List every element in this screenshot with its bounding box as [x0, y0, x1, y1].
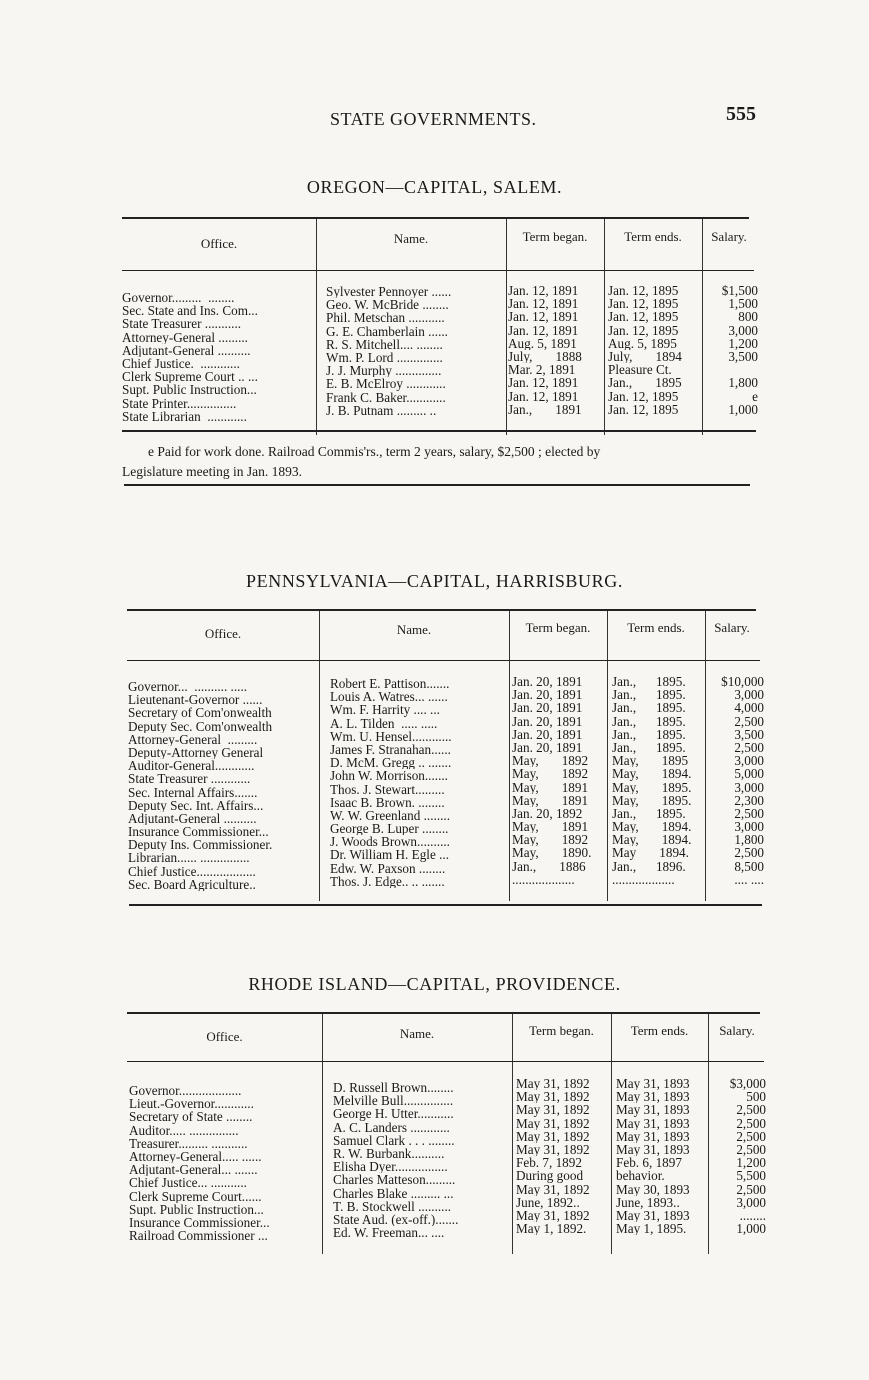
table-cell-salary: 800 [738, 310, 758, 324]
table-cell-ends: May 31, 1893 [616, 1077, 690, 1091]
table-cell-began: July, 1888 [508, 349, 582, 364]
table-cell-ends: May 31, 1893 [616, 1208, 690, 1223]
table-cell-ends: May, 1895. [612, 793, 692, 807]
office-column [128, 680, 318, 891]
table-cell-salary: 2,500 [736, 1103, 766, 1117]
table-cell-office: State Treasurer ............ [128, 772, 251, 786]
table-cell-office: State Librarian ............ [122, 409, 247, 423]
table-cell-began: Jan., 1891 [508, 402, 582, 416]
table-cell-began: ................... [512, 872, 575, 886]
col-term-began-header: Term began. [525, 620, 591, 635]
table-cell-salary: 2,500 [736, 1182, 766, 1196]
table-cell-office: Railroad Commissioner ... [129, 1229, 268, 1243]
table-cell-ends: May, 1894. [612, 833, 692, 847]
table-cell-salary: 2,500 [734, 740, 764, 755]
table-cell-salary: 1,800 [728, 376, 758, 390]
table-cell-office: Insurance Commissioner... [128, 825, 269, 839]
col-term-ends-header: Term ends. [624, 229, 682, 244]
table-cell-office: Lieutenant-Governor ...... [128, 693, 263, 707]
table-cell-began: Feb. 7, 1892 [516, 1156, 582, 1170]
table-cell-name: Robert E. Pattison....... [330, 677, 450, 691]
term-began-column [508, 284, 602, 416]
table-cell-began: Jan. 20, 1891 [512, 714, 583, 728]
name-column [330, 677, 510, 888]
footnote [122, 442, 762, 482]
table-cell-ends: May 1, 1895. [616, 1222, 687, 1236]
table-cell-ends: Jan. 12, 1895 [608, 402, 679, 416]
column-divider [316, 219, 317, 435]
table-cell-office: Adjutant-General... ....... [129, 1163, 258, 1177]
table-cell-name: Frank C. Baker............ [326, 390, 446, 404]
table-cell-name: Elisha Dyer................ [333, 1160, 448, 1174]
table-cell-office: Treasurer......... ........... [129, 1136, 248, 1150]
table-cell-began: May, 1892 [512, 754, 589, 768]
table-cell-salary: 2,500 [736, 1142, 766, 1157]
table-cell-salary: 500 [746, 1090, 766, 1104]
column-divider [702, 219, 703, 435]
table-cell-began: May, 1892 [512, 833, 589, 847]
col-term-began-header: Term began. [529, 1023, 594, 1038]
table-bottom-rule [122, 430, 756, 432]
table-cell-began: May, 1891 [512, 820, 589, 834]
table-cell-office: Attorney-General ......... [122, 330, 248, 344]
table-cell-ends: May, 1894. [612, 820, 692, 834]
col-office-header: Office. [200, 236, 238, 251]
header-rule [127, 660, 760, 661]
table-cell-office: Deputy Sec. Int. Affairs... [128, 798, 264, 812]
header-rule [127, 1061, 764, 1062]
oregon-title: OREGON—CAPITAL, SALEM. [306, 177, 563, 197]
table-cell-ends: Jan. 12, 1895 [608, 310, 679, 324]
col-term-ends-header: Term ends. [630, 1023, 689, 1038]
table-cell-office: Supt. Public Instruction... [122, 383, 257, 397]
table-cell-began: Jan. 20, 1891 [512, 688, 583, 702]
footnote-line: e Paid for work done. Railroad Commis'rs., term 2 years, salary, $2,500 ; elected by [148, 444, 601, 459]
table-cell-ends: Jan., 1895. [612, 675, 686, 689]
term-ends-column [608, 284, 702, 416]
table-cell-began: May, 1891 [512, 780, 589, 794]
table-cell-salary: 3,000 [734, 688, 764, 702]
table-cell-ends: Jan. 12, 1895 [608, 297, 679, 311]
table-cell-ends: June, 1893.. [616, 1195, 680, 1209]
table-cell-office: State Printer............... [122, 396, 237, 410]
col-name-header: Name. [396, 622, 432, 637]
table-cell-salary: 5,500 [736, 1169, 766, 1183]
table-cell-office: Sec. Internal Affairs....... [128, 785, 258, 799]
table-cell-ends: May 31, 1893 [616, 1142, 690, 1157]
table-cell-salary: 8,500 [734, 859, 764, 873]
table-cell-began: Jan. 12, 1891 [508, 297, 579, 311]
table-cell-salary: 3,000 [734, 780, 764, 794]
table-cell-ends: May 31, 1893 [616, 1103, 690, 1117]
table-cell-name: Geo. W. McBride ........ [326, 298, 449, 312]
table-cell-name: Wm. P. Lord .............. [326, 350, 443, 365]
table-cell-office: Governor... .......... ..... [128, 680, 248, 694]
table-cell-began: May 31, 1892 [516, 1182, 590, 1196]
table-cell-began: May 31, 1892 [516, 1090, 590, 1104]
table-cell-salary: 3,000 [728, 323, 758, 337]
table-cell-ends: May 1894. [612, 846, 689, 860]
col-office-header: Office. [206, 1029, 243, 1044]
rhode-island-title: RHODE ISLAND—CAPITAL, PROVIDENCE. [248, 974, 621, 994]
table-cell-salary: 3,500 [734, 727, 764, 741]
table-cell-office: Deputy Ins. Commissioner. [128, 838, 273, 852]
table-cell-began: During good [516, 1169, 584, 1183]
table-cell-salary: 1,200 [736, 1156, 766, 1170]
table-cell-ends: Jan., 1895. [612, 806, 686, 821]
table-cell-began: Jan. 12, 1891 [508, 389, 579, 403]
table-cell-salary: $10,000 [721, 675, 764, 689]
table-cell-salary: 2,500 [736, 1116, 766, 1130]
table-cell-ends: ................... [612, 872, 675, 886]
table-cell-began: Jan. 20, 1891 [512, 727, 583, 741]
table-cell-name: Thos. J. Edge.. .. ....... [330, 874, 445, 888]
pennsylvania-title: PENNSYLVANIA—CAPITAL, HARRISBURG. [246, 571, 623, 591]
table-cell-name: R. W. Burbank.......... [333, 1146, 445, 1161]
office-column [129, 1084, 321, 1242]
table-cell-salary: e [752, 389, 758, 403]
table-cell-began: Jan. 12, 1891 [508, 284, 579, 298]
table-cell-office: Sec. Board Agriculture.. [128, 877, 256, 891]
table-cell-office: Attorney-General..... ...... [129, 1149, 262, 1164]
table-cell-began: Jan. 20, 1891 [512, 675, 583, 689]
table-cell-name: E. B. McElroy ............ [326, 377, 446, 391]
salary-column [708, 1077, 766, 1235]
table-cell-name: J. J. Murphy .............. [326, 364, 442, 378]
table-cell-salary: 1,800 [734, 833, 764, 847]
office-column [122, 291, 314, 423]
table-cell-name: A. L. Tilden ..... ..... [330, 716, 438, 730]
table-cell-ends: Jan., 1895. [612, 688, 686, 702]
table-cell-salary: 2,500 [734, 806, 764, 821]
table-cell-began: Jan. 12, 1891 [508, 310, 579, 324]
table-cell-name: Wm. U. Hensel............ [330, 729, 452, 743]
table-cell-name: J. Woods Brown.......... [330, 835, 450, 849]
table-cell-name: George B. Luper ........ [330, 822, 449, 836]
col-salary-header: Salary. [714, 620, 750, 635]
table-cell-office: Chief Justice.................. [128, 864, 256, 878]
table-cell-office: Adjutant-General .......... [122, 343, 251, 357]
table-cell-began: May 31, 1892 [516, 1129, 590, 1143]
column-divider [506, 219, 507, 435]
name-column [326, 285, 506, 417]
table-cell-salary: ........ [739, 1208, 766, 1223]
table-cell-salary: 2,500 [736, 1129, 766, 1143]
table-cell-ends: Jan., 1896. [612, 859, 686, 873]
table-bottom-rule [129, 904, 762, 906]
table-cell-ends: Jan. 12, 1895 [608, 323, 679, 337]
column-divider [607, 611, 608, 901]
table-cell-began: Mar. 2, 1891 [508, 363, 576, 377]
table-cell-office: Deputy Sec. Com'onwealth [128, 719, 273, 733]
table-cell-salary: 2,500 [734, 714, 764, 728]
name-column [333, 1081, 513, 1239]
column-divider [611, 1014, 612, 1254]
table-cell-name: J. B. Putnam ......... .. [326, 403, 437, 417]
table-cell-began: Jan. 20, 1891 [512, 740, 583, 755]
table-cell-ends: Pleasure Ct. [608, 363, 672, 377]
table-cell-salary: 1,200 [728, 336, 758, 350]
running-head [0, 103, 869, 133]
term-ends-column [612, 675, 704, 886]
table-cell-ends: May 30, 1893 [616, 1182, 690, 1196]
column-divider [604, 219, 605, 435]
table-cell-office: Chief Justice... ........... [129, 1176, 247, 1190]
table-cell-name: Louis A. Watres... ...... [330, 690, 448, 704]
table-cell-ends: Jan., 1895. [612, 701, 686, 715]
table-cell-salary: 2,500 [734, 846, 764, 860]
table-cell-salary: $1,500 [721, 284, 758, 298]
table-cell-name: John W. Morrison....... [330, 769, 448, 783]
table-cell-ends: May, 1895. [612, 780, 692, 794]
table-cell-began: June, 1892.. [516, 1195, 580, 1209]
table-cell-salary: 3,000 [734, 820, 764, 834]
col-name-header: Name. [393, 231, 429, 246]
table-cell-ends: Feb. 6, 1897 [616, 1156, 682, 1170]
table-cell-name: D. McM. Gregg .. ....... [330, 756, 452, 770]
table-cell-began: May 31, 1892 [516, 1208, 590, 1223]
table-cell-office: Attorney-General ......... [128, 732, 258, 746]
table-cell-ends: May 31, 1893 [616, 1129, 690, 1143]
table-cell-ends: Aug. 5, 1895 [608, 336, 677, 350]
col-term-ends-header: Term ends. [627, 620, 685, 635]
table-top-rule [127, 1012, 760, 1014]
header-rule [122, 270, 754, 271]
table-cell-name: Charles Blake ......... ... [333, 1186, 454, 1200]
section-end-rule [124, 484, 750, 486]
table-cell-name: Sylvester Pennoyer ...... [326, 285, 452, 299]
table-cell-began: Jan., 1886 [512, 859, 586, 873]
col-office-header: Office. [204, 626, 242, 641]
table-cell-office: Insurance Commissioner... [129, 1215, 270, 1230]
table-cell-began: Jan. 20, 1892 [512, 806, 583, 821]
table-cell-name: Isaac B. Brown. ........ [330, 795, 445, 809]
table-cell-office: Clerk Supreme Court...... [129, 1189, 262, 1203]
table-cell-office: Clerk Supreme Court .. ... [122, 370, 258, 384]
table-cell-ends: Jan., 1895. [612, 714, 686, 728]
salary-column [704, 284, 758, 416]
table-cell-salary: 3,000 [736, 1195, 766, 1209]
table-cell-office: Auditor-General............ [128, 759, 255, 773]
col-salary-header: Salary. [719, 1023, 755, 1038]
table-cell-name: T. B. Stockwell .......... [333, 1199, 452, 1213]
page-title: STATE GOVERNMENTS. [330, 109, 537, 129]
table-cell-office: Librarian...... ............... [128, 851, 250, 865]
table-cell-ends: behavior. [616, 1169, 665, 1183]
table-cell-ends: Jan., 1895. [612, 740, 686, 755]
column-divider [322, 1014, 323, 1254]
table-cell-salary: .... .... [734, 872, 764, 886]
table-cell-ends: Jan. 12, 1895 [608, 284, 679, 298]
table-cell-began: May 1, 1892. [516, 1222, 587, 1236]
table-cell-salary: 4,000 [734, 701, 764, 715]
table-cell-name: W. W. Greenland ........ [330, 808, 451, 823]
table-cell-ends: Jan., 1895 [608, 376, 682, 390]
term-ends-column [616, 1077, 708, 1235]
table-cell-ends: May 31, 1893 [616, 1116, 690, 1130]
table-cell-began: Jan. 12, 1891 [508, 323, 579, 337]
table-cell-office: Secretary of Com'onwealth [128, 706, 272, 720]
table-cell-name: G. E. Chamberlain ...... [326, 324, 448, 338]
table-cell-ends: Jan., 1895. [612, 727, 686, 741]
table-cell-name: Dr. William H. Egle ... [330, 848, 449, 862]
table-cell-office: Governor......... ........ [122, 291, 235, 305]
table-top-rule [127, 609, 756, 611]
col-name-header: Name. [399, 1026, 435, 1041]
table-cell-office: State Treasurer ........... [122, 317, 242, 331]
salary-column [706, 675, 764, 886]
col-salary-header: Salary. [711, 229, 747, 244]
table-cell-office: Auditor..... ............... [129, 1123, 239, 1137]
table-cell-began: May 31, 1892 [516, 1077, 590, 1091]
table-cell-name: Wm. F. Harrity .... ... [330, 703, 440, 717]
table-cell-began: May 31, 1892 [516, 1142, 590, 1157]
table-cell-began: May, 1892 [512, 767, 589, 781]
table-cell-ends: Jan. 12, 1895 [608, 389, 679, 403]
table-cell-ends: May, 1894. [612, 767, 692, 781]
table-cell-ends: May, 1895 [612, 754, 689, 768]
table-cell-office: Chief Justice. ............ [122, 356, 240, 371]
table-cell-name: Charles Matteson......... [333, 1173, 456, 1187]
term-began-column [512, 675, 606, 886]
table-cell-salary: 1,500 [728, 297, 758, 311]
term-began-column [516, 1077, 610, 1235]
table-cell-office: Deputy-Attorney General [128, 745, 264, 760]
column-divider [319, 611, 320, 901]
table-cell-began: Jan. 12, 1891 [508, 376, 579, 390]
page-number: 555 [726, 103, 756, 125]
table-cell-salary [704, 363, 758, 376]
table-cell-began: May, 1891 [512, 793, 589, 807]
table-cell-began: May 31, 1892 [516, 1103, 590, 1117]
table-cell-name: James F. Stranahan...... [330, 742, 451, 757]
table-cell-began: Jan. 20, 1891 [512, 701, 583, 715]
table-cell-office: Secretary of State ........ [129, 1110, 253, 1124]
table-cell-name: Edw. W. Paxson ........ [330, 861, 446, 875]
table-cell-name: Samuel Clark . . . ........ [333, 1133, 455, 1147]
table-cell-salary: 3,000 [734, 754, 764, 768]
table-top-rule [122, 217, 749, 219]
table-cell-began: May 31, 1892 [516, 1116, 590, 1130]
table-cell-name: George H. Utter........... [333, 1107, 454, 1121]
table-cell-office: Supt. Public Instruction... [129, 1202, 264, 1216]
table-cell-salary: $3,000 [729, 1077, 766, 1091]
table-cell-salary: 2,300 [734, 793, 764, 807]
table-cell-office: Sec. State and Ins. Com... [122, 304, 258, 318]
table-cell-name: D. Russell Brown........ [333, 1081, 454, 1095]
table-cell-name: Melville Bull............... [333, 1094, 454, 1108]
table-cell-name: R. S. Mitchell.... ........ [326, 337, 443, 351]
table-cell-salary: 1,000 [736, 1222, 766, 1236]
table-cell-ends: May 31, 1893 [616, 1090, 690, 1104]
table-cell-salary: 3,500 [728, 349, 758, 364]
table-cell-ends: July, 1894 [608, 349, 682, 364]
table-cell-name: State Aud. (ex-off.)....... [333, 1212, 459, 1227]
table-cell-salary: 5,000 [734, 767, 764, 781]
footnote-line: Legislature meeting in Jan. 1893. [122, 464, 302, 479]
table-cell-office: Lieut.-Governor............ [129, 1097, 254, 1111]
table-cell-name: A. C. Landers ............ [333, 1120, 450, 1134]
table-cell-name: Ed. W. Freeman... .... [333, 1226, 445, 1240]
table-cell-office: Governor................... [129, 1084, 242, 1098]
table-cell-salary: 1,000 [728, 402, 758, 416]
table-cell-name: Phil. Metschan ........... [326, 311, 445, 325]
col-term-began-header: Term began. [522, 229, 588, 244]
table-cell-name: Thos. J. Stewart......... [330, 782, 445, 796]
table-cell-began: May, 1890. [512, 846, 592, 860]
table-cell-began: Aug. 5, 1891 [508, 336, 577, 350]
table-cell-office: Adjutant-General .......... [128, 811, 257, 826]
